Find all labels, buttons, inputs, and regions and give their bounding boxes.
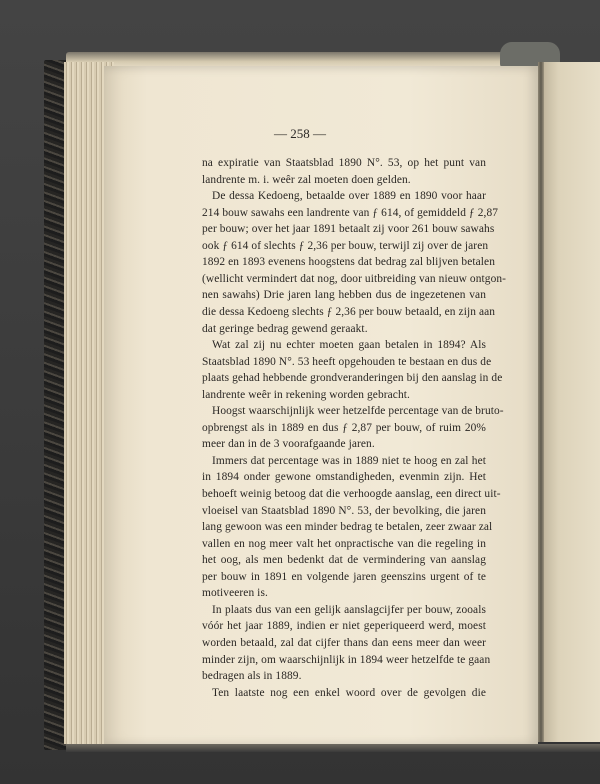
text-line: 214 bouw sawahs een landrente van ƒ 614, of gemiddeld ƒ 2,87 — [202, 206, 499, 219]
text-line: (wellicht vermindert dat nog, door uitbreiding van nieuw ontgon- — [202, 272, 507, 285]
page-number: — 258 — — [274, 126, 326, 141]
text-line: landrente weêr in rekening worden gebracht. — [202, 388, 410, 401]
text-line: vloeisel van Staatsblad 1890 N°. 53, der bevolking, die jaren — [202, 504, 486, 517]
text-line: In plaats dus van een gelijk aanslagcijfer per bouw, zooals — [212, 603, 486, 616]
text-line: dat geringe bedrag gewend geraakt. — [202, 322, 368, 335]
text-line: die dessa Kedoeng slechts ƒ 2,36 per bouw betaald, en zijn aan — [202, 305, 496, 318]
text-line: nen sawahs) Drie jaren lang hebben dus de ingezetenen van — [202, 289, 486, 302]
text-line: plaats gehad hebbende grondveranderingen bij den aanslag in de — [202, 372, 503, 385]
bottom-shadow — [66, 744, 600, 752]
text-line: ook ƒ 614 of slechts ƒ 2,36 per bouw, terwijl zij over de jaren — [202, 239, 489, 252]
text-line: Ten laatste nog een enkel woord over de gevolgen die — [212, 686, 486, 699]
text-line: Immers dat percentage was in 1889 niet te hoog en zal het — [212, 454, 486, 467]
text-line: Hoogst waarschijnlijk weer hetzelfde percentage van de bruto- — [212, 405, 504, 418]
text-line: per bouw in 1891 en volgende jaren geenszins urgent of te — [202, 570, 486, 583]
text-line: het oog, als men bedenkt dat de vermindering van aanslag — [202, 554, 486, 567]
text-line: na expiratie van Staatsblad 1890 N°. 53, op het punt van — [202, 157, 486, 169]
text-line: De dessa Kedoeng, betaalde over 1889 en 1890 voor haar — [212, 190, 486, 203]
text-line: lang gewoon was een minder bedrag te betalen, zeer zwaar zal — [202, 521, 493, 534]
text-line: minder zijn, om waarschijnlijk in 1894 weer hetzelfde te gaan — [202, 653, 491, 666]
book-gutter — [538, 62, 544, 742]
facing-page — [541, 62, 600, 742]
text-line: worden betaald, zal dat cijfer thans dan eens meer dan weer — [202, 636, 486, 649]
text-line: meer dan in de 3 voorafgaande jaren. — [202, 438, 375, 451]
text-line: Wat zal zij nu echter moeten gaan betalen in 1894? Als — [212, 339, 486, 352]
text-line: motiveeren is. — [202, 587, 268, 600]
text-line: vóór het jaar 1889, indien er niet geperiqueerd werd, moest — [202, 620, 486, 633]
text-line: bedragen als in 1889. — [202, 670, 302, 683]
text-line: opbrengst als in 1889 en dus ƒ 2,87 per bouw, of ruim 20% — [202, 421, 486, 434]
text-line: per bouw; over het jaar 1891 betaalt zij voor 261 bouw sawahs — [202, 223, 495, 236]
text-line: vallen en nog meer valt het onpractische van die regeling in — [202, 537, 486, 550]
text-line: in 1894 onder gewone omstandigheden, evenmin zijn. Het — [202, 471, 486, 484]
text-line: Staatsblad 1890 N°. 53 heeft opgehouden te bestaan en dus de — [202, 355, 492, 368]
text-line: behoeft weinig betoog dat die verhoogde aanslag, een direct uit- — [202, 488, 501, 500]
text-line: 1892 en 1893 evenens hoogstens dat bedrag zal blijven betalen — [202, 256, 495, 269]
text-line: landrente m. i. weêr zal moeten doen gelden. — [202, 173, 411, 186]
